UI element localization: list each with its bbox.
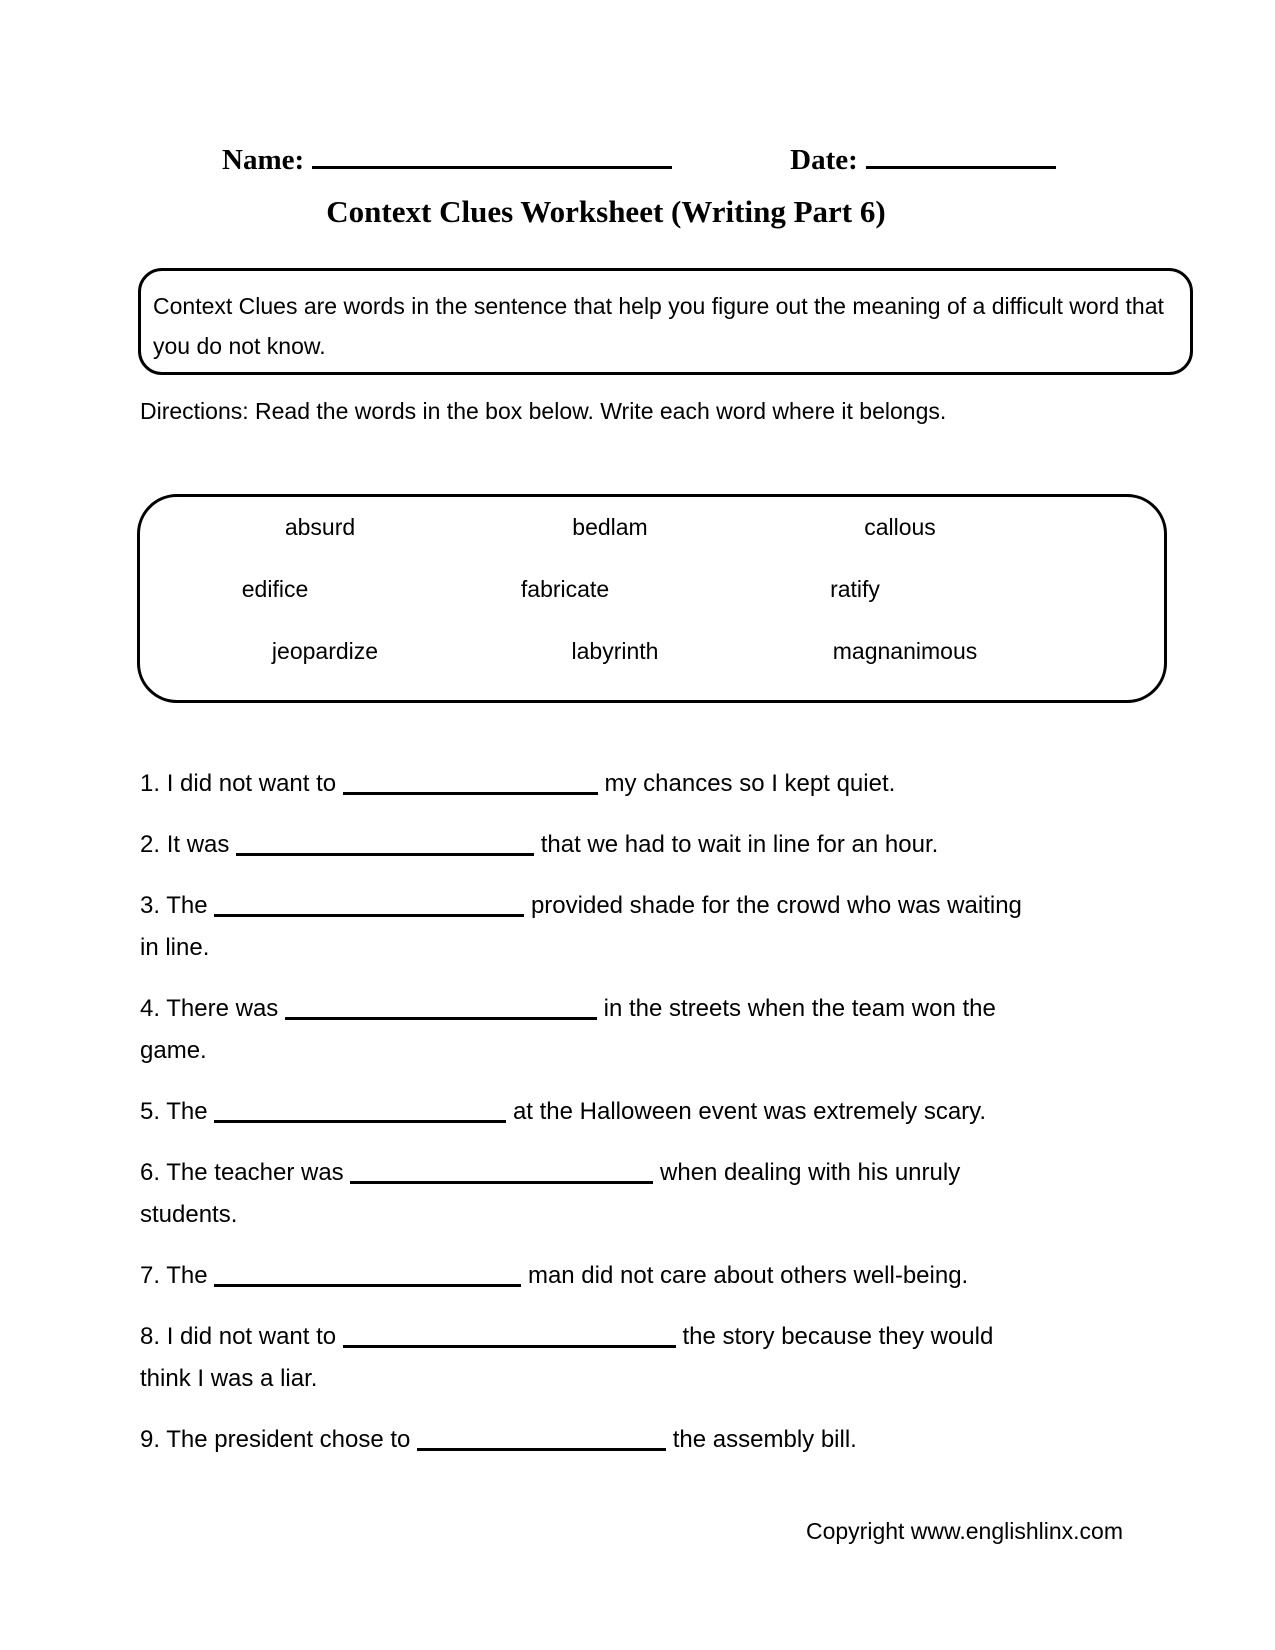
- question-line1: [140, 1255, 1155, 1297]
- question-item: [140, 885, 1155, 969]
- question-pre-text: The teacher was: [166, 1159, 344, 1186]
- word-bank-word: absurd: [284, 514, 356, 540]
- directions-text: Directions: Read the words in the box below. Write each word where it belongs.: [140, 398, 947, 424]
- word-bank-word: labyrinth: [571, 638, 659, 664]
- name-blank-line: [312, 156, 672, 169]
- question-post-text: in the streets when the team won the: [603, 995, 996, 1022]
- date-label: Date:: [790, 144, 858, 176]
- question-item: [140, 1091, 1155, 1133]
- question-pre-text: It was: [166, 831, 230, 858]
- question-post-text: at the Halloween event was extremely scary.: [512, 1098, 987, 1125]
- question-pre-text: The: [166, 1262, 208, 1289]
- word-bank-box: [137, 494, 1167, 703]
- question-number: 4.: [140, 995, 161, 1022]
- question-line1: [140, 824, 1155, 866]
- question-line2: students.: [140, 1201, 238, 1228]
- question-number: 5.: [140, 1098, 161, 1125]
- date-blank-line: [866, 156, 1056, 169]
- word-bank-word: jeopardize: [271, 638, 379, 664]
- question-number: 2.: [140, 831, 161, 858]
- question-pre-text: The president chose to: [166, 1426, 411, 1453]
- question-line1: [140, 885, 1155, 927]
- question-pre-text: The: [166, 892, 208, 919]
- word-bank-word: magnanimous: [832, 638, 978, 664]
- question-pre-text: I did not want to: [166, 770, 337, 797]
- answer-blank: [214, 900, 524, 917]
- question-number: 9.: [140, 1426, 161, 1453]
- word-bank-word: edifice: [241, 576, 309, 602]
- question-post-text: my chances so I kept quiet.: [604, 770, 896, 797]
- word-bank-rows: [140, 515, 1164, 701]
- question-line1: [140, 1316, 1155, 1358]
- question-pre-text: There was: [166, 995, 279, 1022]
- question-post-text: when dealing with his unruly: [660, 1159, 961, 1186]
- name-label: Name:: [222, 144, 305, 176]
- question-item: [140, 763, 1155, 805]
- question-number: 3.: [140, 892, 161, 919]
- word-bank-word: bedlam: [572, 514, 648, 540]
- word-bank-word: callous: [864, 514, 936, 540]
- question-post-text: man did not care about others well-being.: [527, 1262, 969, 1289]
- word-bank-word: fabricate: [520, 576, 610, 602]
- question-line1: [140, 1152, 1155, 1194]
- question-item: [140, 1255, 1155, 1297]
- question-line1: [140, 763, 1155, 805]
- question-item: [140, 1316, 1155, 1400]
- question-number: 8.: [140, 1323, 161, 1350]
- question-item: [140, 1419, 1155, 1461]
- question-item: [140, 988, 1155, 1072]
- answer-blank: [214, 1106, 506, 1123]
- question-line1: [140, 988, 1155, 1030]
- questions-list: [140, 763, 1155, 1480]
- question-post-text: that we had to wait in line for an hour.: [540, 831, 939, 858]
- definition-box: [138, 268, 1193, 375]
- answer-blank: [343, 1331, 676, 1348]
- question-line2: game.: [140, 1037, 207, 1064]
- question-line2: in line.: [140, 934, 210, 961]
- question-pre-text: I did not want to: [166, 1323, 337, 1350]
- answer-blank: [285, 1003, 597, 1020]
- question-number: 1.: [140, 770, 161, 797]
- question-line1: [140, 1419, 1155, 1461]
- question-post-text: provided shade for the crowd who was waiting: [530, 892, 1022, 919]
- question-number: 6.: [140, 1159, 161, 1186]
- question-item: [140, 1152, 1155, 1236]
- word-bank-word: ratify: [830, 576, 880, 602]
- header-row: [222, 144, 1056, 177]
- word-bank-row: [130, 577, 1000, 639]
- question-line1: [140, 1091, 1155, 1133]
- question-line2: think I was a liar.: [140, 1365, 318, 1392]
- answer-blank: [350, 1167, 653, 1184]
- definition-text: Context Clues are words in the sentence that help you figure out the meaning of a difficult word that you do not know.: [153, 293, 1164, 359]
- page-title: Context Clues Worksheet (Writing Part 6): [326, 194, 886, 229]
- question-post-text: the story because they would: [682, 1323, 994, 1350]
- answer-blank: [214, 1270, 521, 1287]
- word-bank-row: [175, 515, 1045, 577]
- answer-blank: [417, 1434, 666, 1451]
- answer-blank: [343, 778, 598, 795]
- question-number: 7.: [140, 1262, 161, 1289]
- question-pre-text: The: [166, 1098, 208, 1125]
- word-bank-row: [180, 639, 1050, 701]
- copyright-text: Copyright www.englishlinx.com: [805, 1518, 1123, 1544]
- question-item: [140, 824, 1155, 866]
- question-post-text: the assembly bill.: [672, 1426, 857, 1453]
- answer-blank: [236, 839, 534, 856]
